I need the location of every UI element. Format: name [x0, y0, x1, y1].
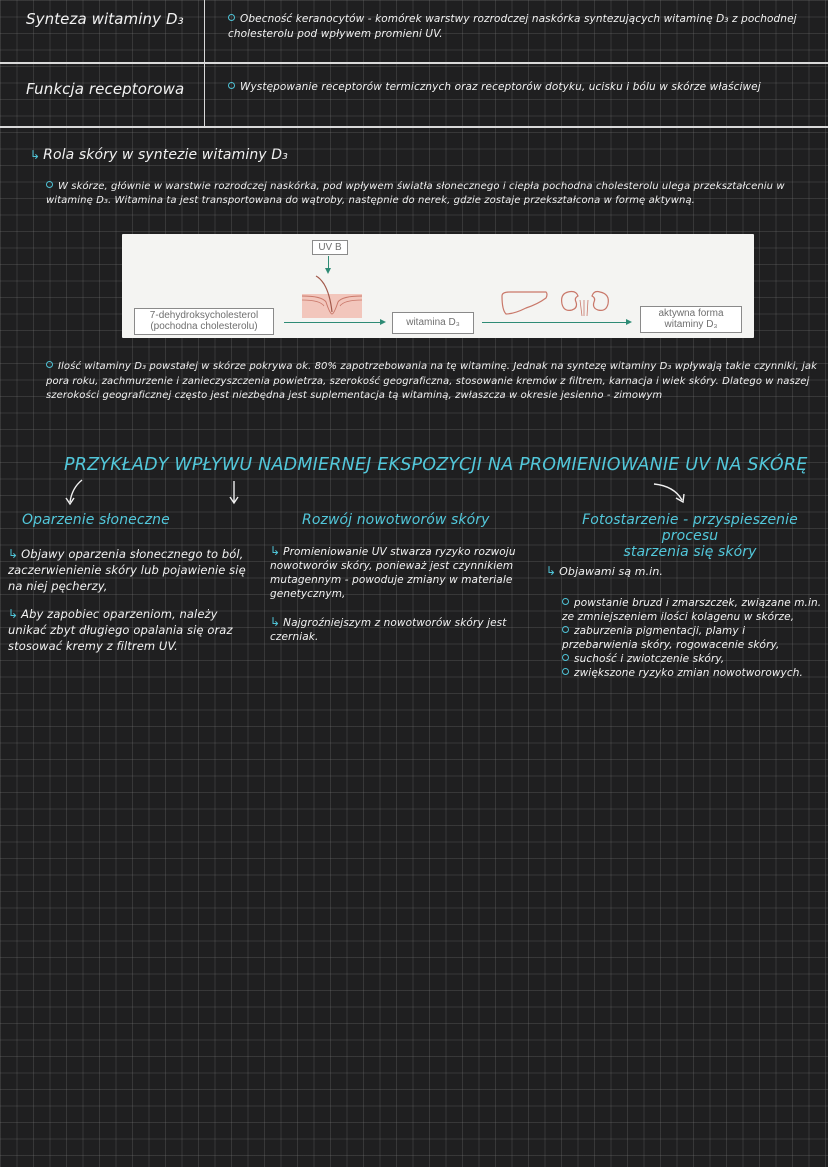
table-row-text: Obecność keranocytów - komórek warstwy rozrodczej naskórka syntezujących witaminę D₃ z pochodnej cholesterolu pod wpływem promieni UV.: [228, 13, 797, 40]
section-paragraph: Ilość witaminy D₃ powstałej w skórze pokrywa ok. 80% zapotrzebowania na tę witaminę. Jednak na syntezę witaminy D₃ wpływają takie czynniki, jak pora roku, zachmurzenie i zanieczyszczenia powietrza, szerokość geograficzna, stosowanie kremów z filtrem, karnacja i wiek skóry. Dlatego w naszej szerokości geograficznej często jest niezbędna jest suplementacja tą witaminą, zwłaszcza w okresie jesienno - zimowym: [46, 361, 818, 401]
bullet-icon: [562, 668, 569, 675]
uv-b-label-box: UV B: [312, 240, 348, 255]
photoaging-symptoms-list: [562, 596, 824, 680]
arrow-bullet-icon: ↳: [30, 148, 41, 162]
active-form-box: aktywna forma witaminy D₃: [640, 306, 742, 333]
photoaging-intro: ↳ Objawami są m.in.: [546, 564, 664, 578]
list-item: ↳ Objawy oparzenia słonecznego to ból, zaczerwienienie skóry lub pojawienie się na niej pęcherzy,: [8, 547, 246, 593]
column-cancer-content: [270, 544, 538, 656]
curved-arrow-right-icon: [652, 482, 686, 504]
curved-arrow-left-icon: [60, 478, 86, 506]
section-paragraph: W skórze, głównie w warstwie rozrodczej naskórka, pod wpływem światła słonecznego i ciepła pochodna cholesterolu ulega przekształceniu w witaminę D₃. Witamina ta jest transportowana do wątroby, następnie do nerek, gdzie zostaje przekształcona w formę aktywną.: [46, 181, 785, 206]
list-item: zaburzenia pigmentacji, plamy i przebarwienia skóry, rogowacenie skóry,: [562, 625, 780, 651]
vitamin-d3-box: witamina D₃: [392, 312, 474, 334]
bullet-icon: [46, 181, 53, 188]
examples-title: PRZYKŁADY WPŁYWU NADMIERNEJ EKSPOZYCJI NA PROMIENIOWANIE UV NA SKÓRĘ: [64, 455, 808, 475]
column-sunburn-content: [8, 546, 248, 666]
bullet-icon: [562, 598, 569, 605]
bullet-icon: [228, 82, 235, 89]
flow-arrow-icon: [482, 322, 630, 323]
bullet-icon: [562, 654, 569, 661]
down-arrow-icon: [228, 480, 240, 506]
table-row-label: Synteza witaminy D₃: [26, 10, 184, 28]
bullet-icon: [562, 626, 569, 633]
table-row-divider: [0, 62, 828, 64]
arrow-bullet-icon: ↳: [8, 547, 19, 561]
table-row-label: Funkcja receptorowa: [26, 80, 185, 98]
bullet-icon: [228, 14, 235, 21]
column-title-photoaging: Fotostarzenie - przyspieszenie procesu starzenia się skóry: [582, 512, 798, 560]
table-bottom-border: [0, 126, 828, 128]
list-item: ↳ Aby zapobiec oparzeniom, należy unikać zbyt długiego opalania się oraz stosować kremy z filtrem UV.: [8, 607, 233, 653]
list-item: ↳ Najgroźniejszym z nowotworów skóry jest czerniak.: [270, 615, 507, 643]
column-title-sunburn: Oparzenie słoneczne: [22, 512, 170, 528]
skin-hair-follicle-icon: [302, 274, 362, 318]
arrow-bullet-icon: ↳: [270, 615, 281, 629]
list-item: powstanie bruzd i zmarszczek, związane m.in. ze zmniejszeniem ilości kolagenu w skórze,: [562, 597, 822, 623]
table-row-text: Występowanie receptorów termicznych oraz receptorów dotyku, ucisku i bólu w skórze właściwej: [228, 80, 803, 95]
flow-arrow-icon: [284, 322, 384, 323]
bullet-icon: [46, 361, 53, 368]
column-title-cancer: Rozwój nowotworów skóry: [302, 512, 490, 528]
source-compound-box: 7-dehydroksycholesterol (pochodna cholesterolu): [134, 308, 274, 335]
liver-icon: [500, 290, 550, 316]
arrow-bullet-icon: ↳: [8, 607, 19, 621]
list-item: zwiększone ryzyko zmian nowotworowych.: [562, 666, 824, 680]
section-heading: ↳ Rola skóry w syntezie witaminy D₃: [30, 147, 288, 163]
list-item: ↳ Promieniowanie UV stwarza ryzyko rozwoju nowotworów skóry, ponieważ jest czynnikiem mutagennym - powoduje zmiany w materiale genetycznym,: [270, 544, 516, 600]
arrow-bullet-icon: ↳: [546, 564, 557, 578]
vitamin-d-synthesis-diagram: [122, 234, 754, 338]
arrow-bullet-icon: ↳: [270, 544, 281, 558]
kidneys-icon: [560, 288, 610, 318]
list-item: suchość i zwiotczenie skóry,: [562, 652, 824, 666]
